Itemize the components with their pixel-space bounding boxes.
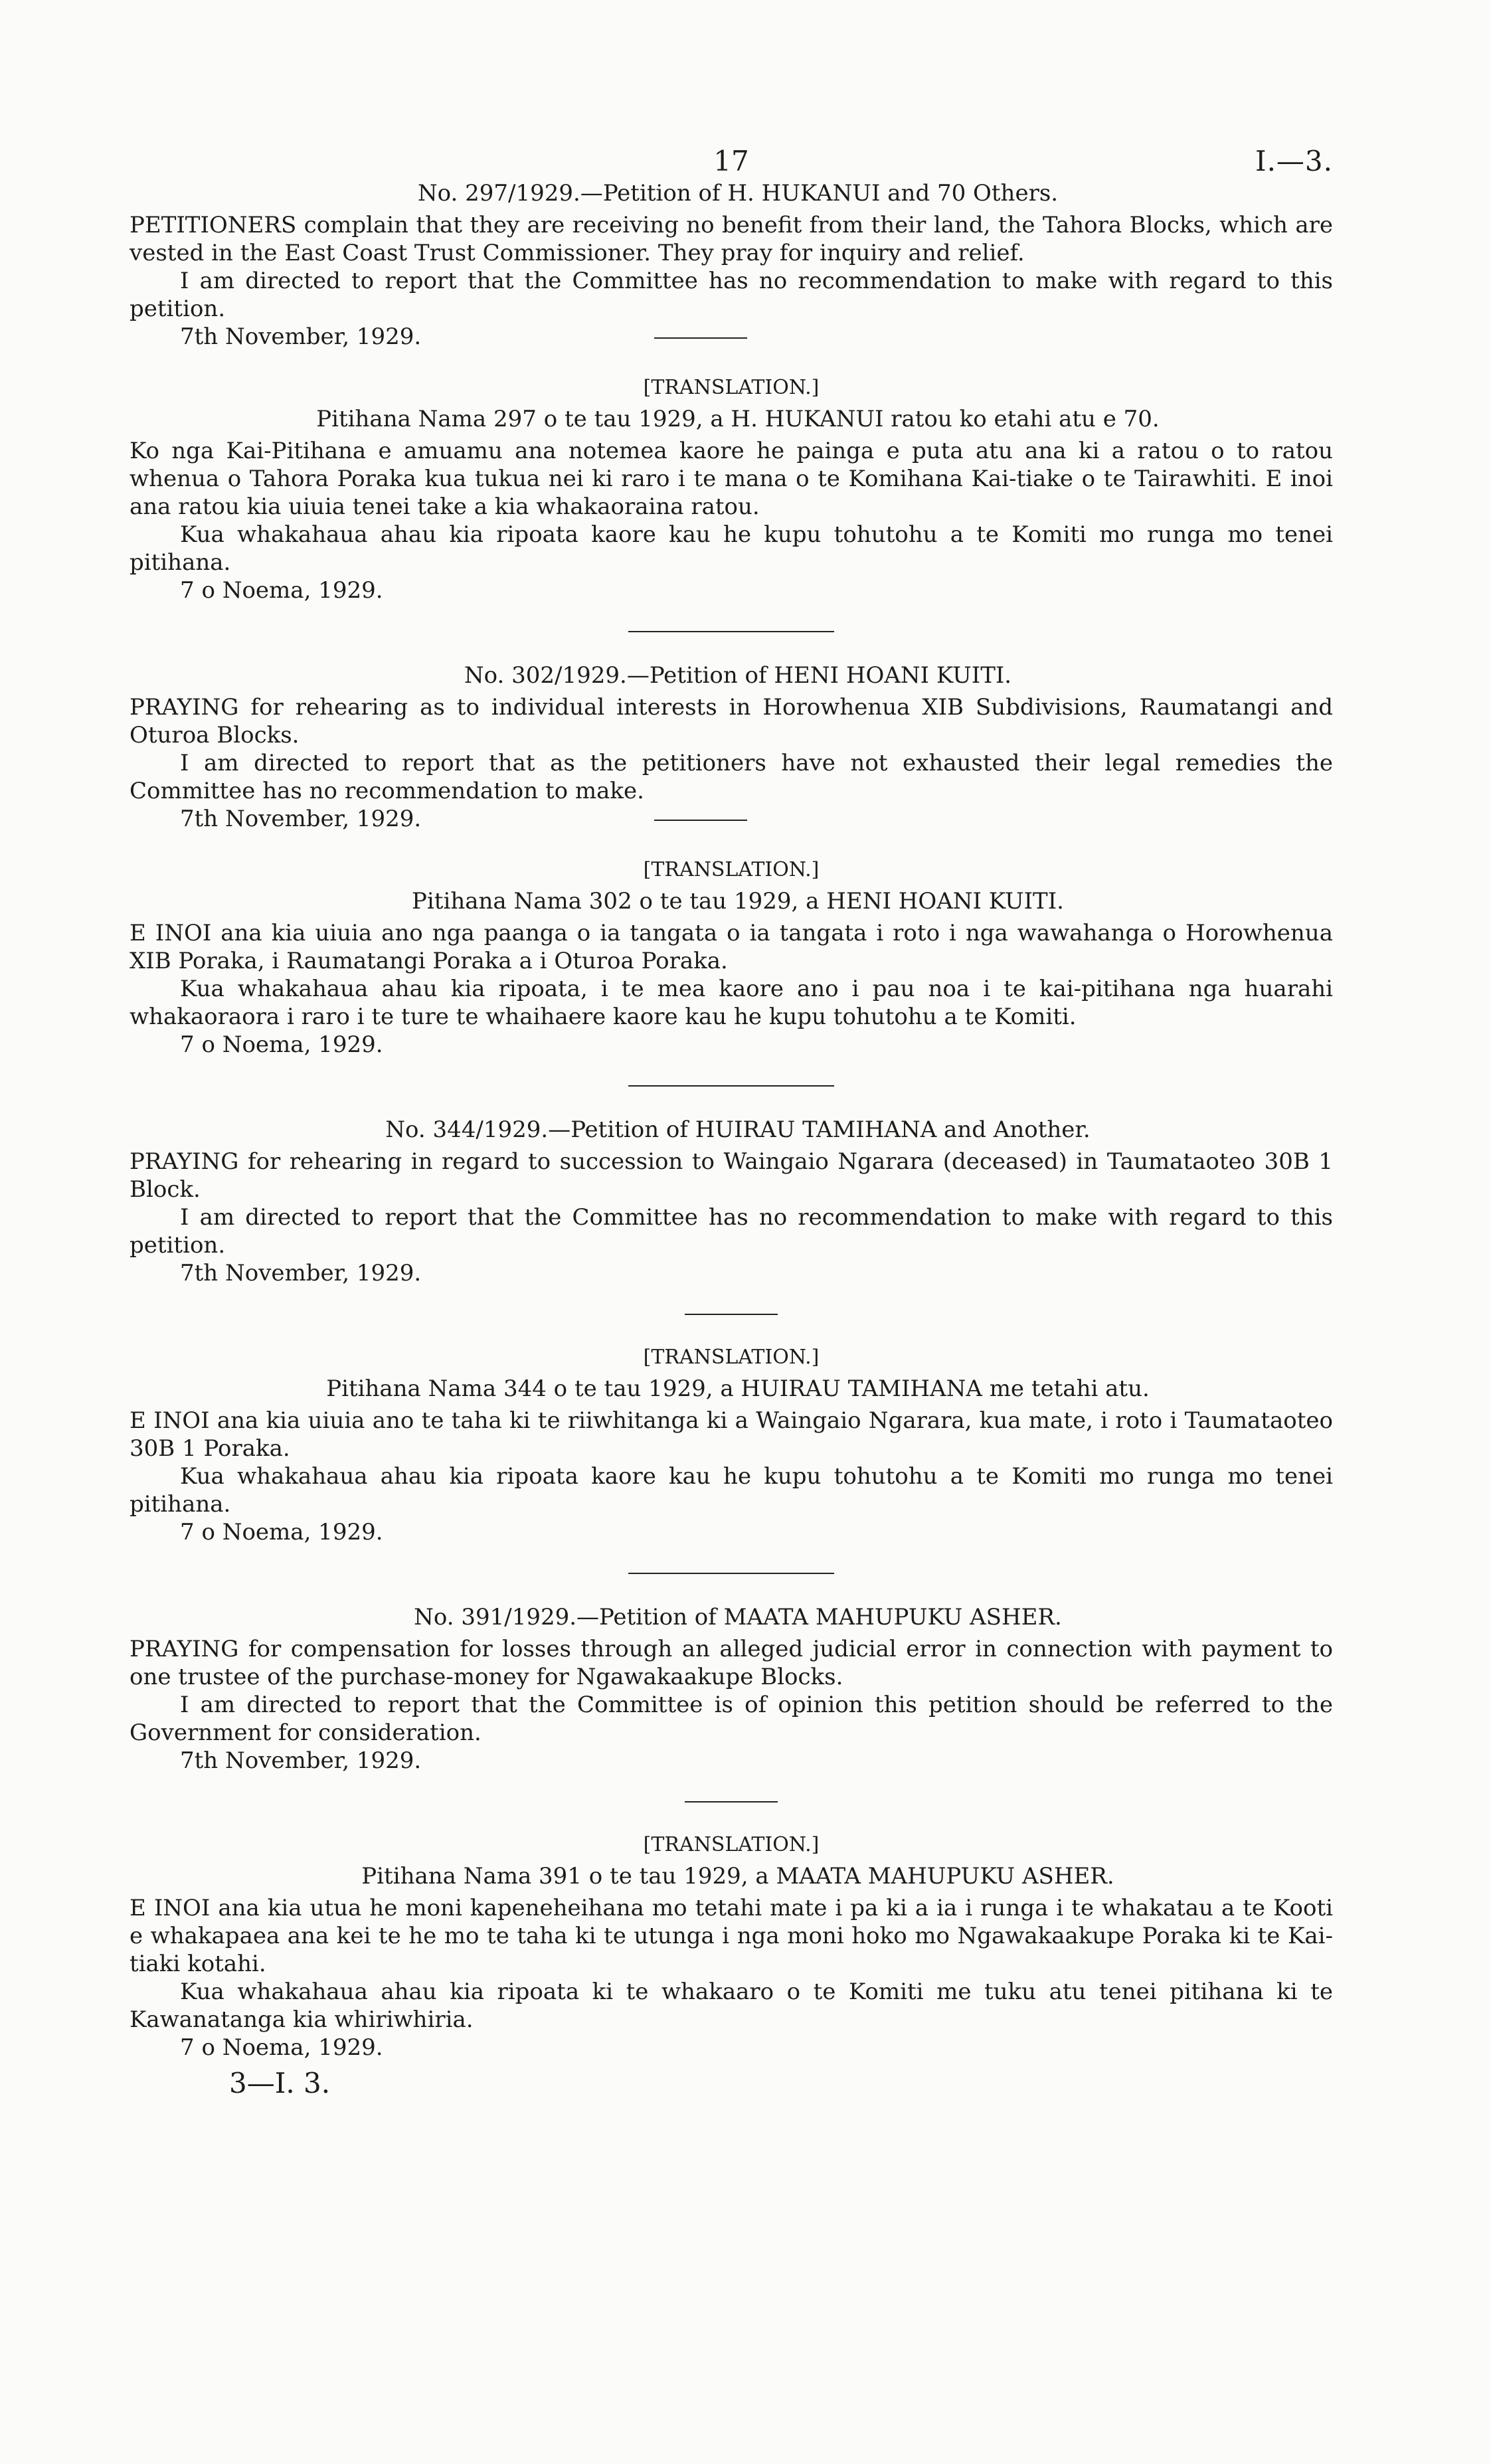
- page-header: [130, 0, 1333, 179]
- petition-title: No. 297/1929.—Petition of H. HUKANUI and 70 Others.: [417, 180, 1059, 207]
- committee-report: I am directed to report that the Committee has no recommendation to make with regard to this petition.: [130, 268, 1333, 322]
- petition-302: [130, 661, 1333, 1059]
- lead-word: PRAYING: [130, 1148, 239, 1175]
- section-divider: [628, 1085, 834, 1087]
- summary-text: for rehearing as to individual interests in Horowhenua XIB Subdivisions, Raumatangi and Oturoa Blocks.: [130, 694, 1333, 748]
- translation-label: [TRANSLATION.]: [643, 1346, 820, 1369]
- petition-summary: [130, 1148, 1333, 1203]
- petition-summary: [130, 693, 1333, 749]
- translation-title: Pitihana Nama 297 o te tau 1929, a H. HUKANUI ratou ko etahi atu e 70.: [316, 406, 1160, 432]
- petition-title: No. 344/1929.—Petition of HUIRAU TAMIHANA and Another.: [385, 1116, 1091, 1143]
- section-divider: [628, 1573, 834, 1574]
- petition-summary: [130, 1635, 1333, 1691]
- translation-summary: [130, 1407, 1333, 1462]
- page-number: 17: [713, 145, 749, 177]
- translation-label: [TRANSLATION.]: [643, 1833, 820, 1856]
- translation-summary: [130, 1894, 1333, 1978]
- petition-391: [130, 1603, 1333, 2062]
- divider: [685, 1314, 778, 1315]
- signature-mark: 3—I. 3.: [229, 2067, 331, 2099]
- section-divider: [628, 631, 834, 632]
- translation-title: Pitihana Nama 302 o te tau 1929, a HENI HOANI KUITI.: [412, 888, 1064, 915]
- translation-summary: [130, 919, 1333, 975]
- report-date: [130, 323, 1333, 351]
- translation-report: Kua whakahaua ahau kia ripoata ki te whakaaro o te Komiti me tuku atu tenei pitihana ki te Kawanatanga kia whiriwhiria.: [130, 1979, 1333, 2033]
- report-date: 7th November, 1929.: [180, 1747, 422, 1774]
- translation-report: Kua whakahaua ahau kia ripoata kaore kau he kupu tohutohu a te Komiti mo runga mo tenei pitihana.: [130, 521, 1333, 576]
- paper-reference: I.—3.: [1255, 145, 1333, 177]
- summary-text: for rehearing in regard to succession to Waingaio Ngarara (deceased) in Taumataoteo 30B 1 Block.: [130, 1148, 1333, 1203]
- divider: [685, 1801, 778, 1803]
- report-date: [130, 805, 1333, 833]
- summary-text: for compensation for losses through an alleged judicial error in connection with payment to one trustee of the purchase-money for Ngawakaakupe Blocks.: [130, 1636, 1333, 1690]
- translation-date: 7 o Noema, 1929.: [180, 2034, 383, 2061]
- date-text: 7th November, 1929.: [180, 806, 422, 832]
- summary-text: complain that they are receiving no benefit from their land, the Tahora Blocks, which are vested in the East Coast Trust Commissioner. They pray for inquiry and relief.: [130, 212, 1333, 266]
- committee-report: I am directed to report that the Committee is of opinion this petition should be referred to the Government for consideration.: [130, 1692, 1333, 1746]
- translation-label: [TRANSLATION.]: [643, 376, 820, 399]
- translation-title: Pitihana Nama 391 o te tau 1929, a MAATA MAHUPUKU ASHER.: [361, 1863, 1114, 1890]
- lead-word: E INOI: [130, 920, 212, 946]
- summary-text: ana kia uiuia ano te taha ki te riiwhitanga ki a Waingaio Ngarara, kua mate, i roto i Taumataoteo 30B 1 Poraka.: [130, 1407, 1333, 1462]
- translation-report: Kua whakahaua ahau kia ripoata, i te mea kaore ano i pau noa i te kai-pitihana nga huarahi whakaoraora i raro i te ture te whaihaere kaore kau he kupu tohutohu a te Komiti.: [130, 976, 1333, 1030]
- translation-report: Kua whakahaua ahau kia ripoata kaore kau he kupu tohutohu a te Komiti mo runga mo tenei pitihana.: [130, 1463, 1333, 1518]
- petition-title: No. 302/1929.—Petition of HENI HOANI KUITI.: [464, 662, 1012, 689]
- lead-word: PRAYING: [130, 694, 239, 721]
- translation-summary: Ko nga Kai-Pitihana e amuamu ana notemea kaore he painga e puta atu ana ki a ratou o to ratou whenua o Tahora Poraka kua tukua nei ki raro i te mana o te Komihana Kai-tiake o te Tairawhiti. E inoi ana ratou kia uiuia tenei take a kia whakaoraina ratou.: [130, 438, 1333, 520]
- translation-date: 7 o Noema, 1929.: [180, 577, 383, 604]
- lead-word: E INOI: [130, 1407, 210, 1434]
- petition-title: No. 391/1929.—Petition of MAATA MAHUPUKU ASHER.: [414, 1604, 1062, 1630]
- translation-date: 7 o Noema, 1929.: [180, 1031, 383, 1058]
- divider: [654, 337, 747, 339]
- divider: [654, 820, 747, 821]
- petition-297: [130, 179, 1333, 604]
- lead-word: PETITIONERS: [130, 212, 297, 238]
- translation-title: Pitihana Nama 344 o te tau 1929, a HUIRAU TAMIHANA me tetahi atu.: [326, 1375, 1150, 1402]
- committee-report: I am directed to report that as the petitioners have not exhausted their legal remedies the Committee has no recommendation to make.: [130, 750, 1333, 804]
- lead-word: PRAYING: [130, 1636, 239, 1662]
- petition-summary: [130, 211, 1333, 267]
- summary-text: ana kia utua he moni kapeneheihana mo tetahi mate i pa ki a ia i runga i te whakatau a te Kooti e whakapaea ana kei te he mo te taha ki te utunga i nga moni hoko mo Ngawakaakupe Poraka ki te Kai-tiaki kotahi.: [130, 1895, 1333, 1977]
- date-text: 7th November, 1929.: [180, 323, 422, 350]
- report-date: 7th November, 1929.: [180, 1260, 422, 1286]
- lead-word: E INOI: [130, 1895, 211, 1921]
- translation-label: [TRANSLATION.]: [643, 858, 820, 881]
- committee-report: I am directed to report that the Committee has no recommendation to make with regard to this petition.: [130, 1204, 1333, 1259]
- translation-date: 7 o Noema, 1929.: [180, 1519, 383, 1545]
- summary-text: ana kia uiuia ano nga paanga o ia tangata o ia tangata i roto i nga wawahanga o Horowhenua XIB Poraka, i Raumatangi Poraka a i Oturoa Poraka.: [130, 920, 1333, 974]
- petition-344: [130, 1116, 1333, 1546]
